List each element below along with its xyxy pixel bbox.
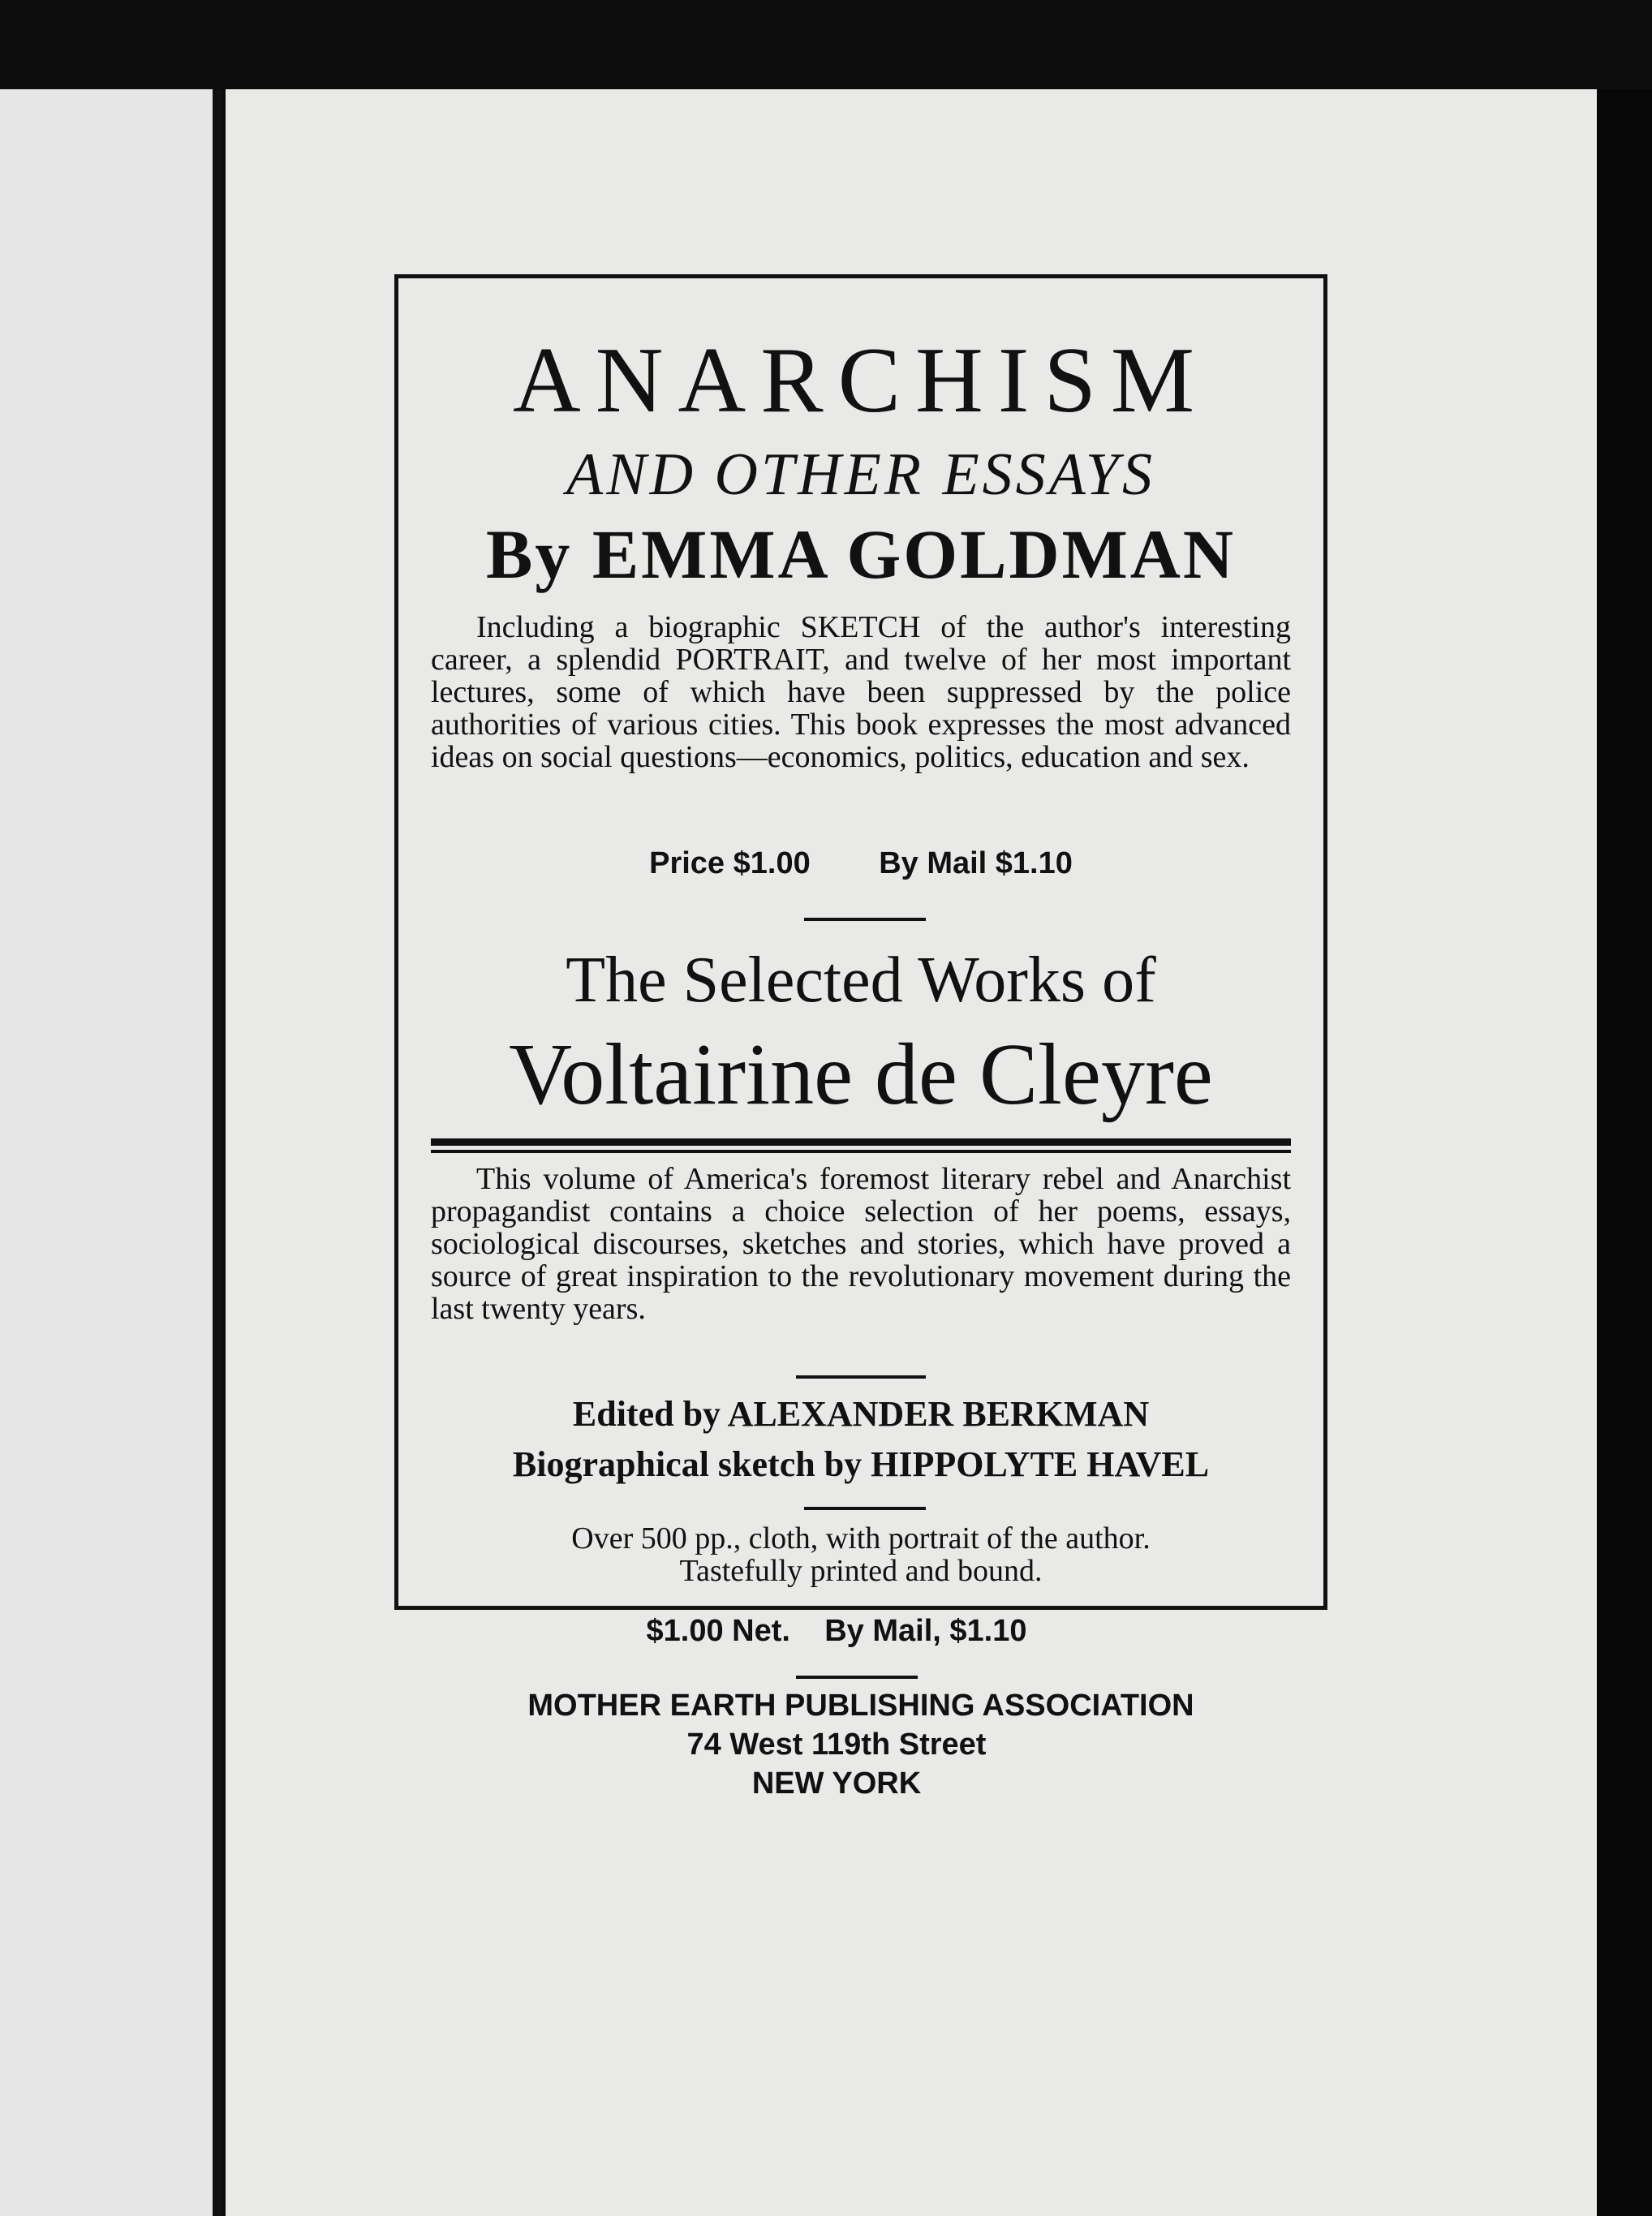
page-spine (213, 89, 222, 2216)
left-page (0, 89, 213, 2216)
divider-rule (796, 1676, 918, 1679)
book1-mail-price: By Mail $1.10 (879, 846, 1073, 880)
book2-description: This volume of America's foremost literary rebel and Anarchist propagandist contains a choice selection of her poems, essays, sociological discourses, sketches and stories, which have proved a source of great inspiration to the revolutionary movement during the last twenty years. (431, 1162, 1291, 1326)
book2-details-line1: Over 500 pp., cloth, with portrait of the author. (571, 1521, 1151, 1556)
book1-description: Including a biographic SKETCH of the author's interesting career, a splendid PORTRAIT, and twelve of her most important lectures, some of which have been suppressed by the police authorities of various cities. This book expresses the most advanced ideas on social questions—economics, politics, education and sex. (431, 610, 1291, 774)
book1-subtitle: AND OTHER ESSAYS (566, 441, 1155, 508)
book2-mail-price: By Mail, $1.10 (824, 1614, 1027, 1648)
advertisement-box (394, 274, 1327, 1801)
publisher-name: MOTHER EARTH PUBLISHING ASSOCIATION (527, 1689, 1194, 1723)
double-rule (431, 1138, 1291, 1153)
book2-price-row (374, 1614, 1299, 1649)
book2-title-line1: The Selected Works of (566, 944, 1156, 1016)
publisher-address: 74 West 119th Street (686, 1728, 987, 1762)
divider-rule (796, 1375, 926, 1379)
book1-price: Price $1.00 (649, 846, 811, 880)
book2-editor: Edited by ALEXANDER BERKMAN (572, 1394, 1150, 1434)
divider-rule (804, 1507, 926, 1510)
book2-sketch: Biographical sketch by HIPPOLYTE HAVEL (512, 1444, 1210, 1484)
book2-title-line2: Voltairine de Cleyre (509, 1026, 1213, 1123)
divider-rule (804, 918, 926, 921)
book1-author: By EMMA GOLDMAN (485, 515, 1237, 593)
page-edge-shadow (1597, 89, 1652, 2216)
book2-price: $1.00 Net. (646, 1614, 790, 1648)
book1-title: ANARCHISM (512, 329, 1210, 432)
publisher-city: NEW YORK (751, 1766, 922, 1801)
book1-price-row (398, 846, 1323, 881)
book2-details-line2: Tastefully printed and bound. (679, 1554, 1043, 1588)
